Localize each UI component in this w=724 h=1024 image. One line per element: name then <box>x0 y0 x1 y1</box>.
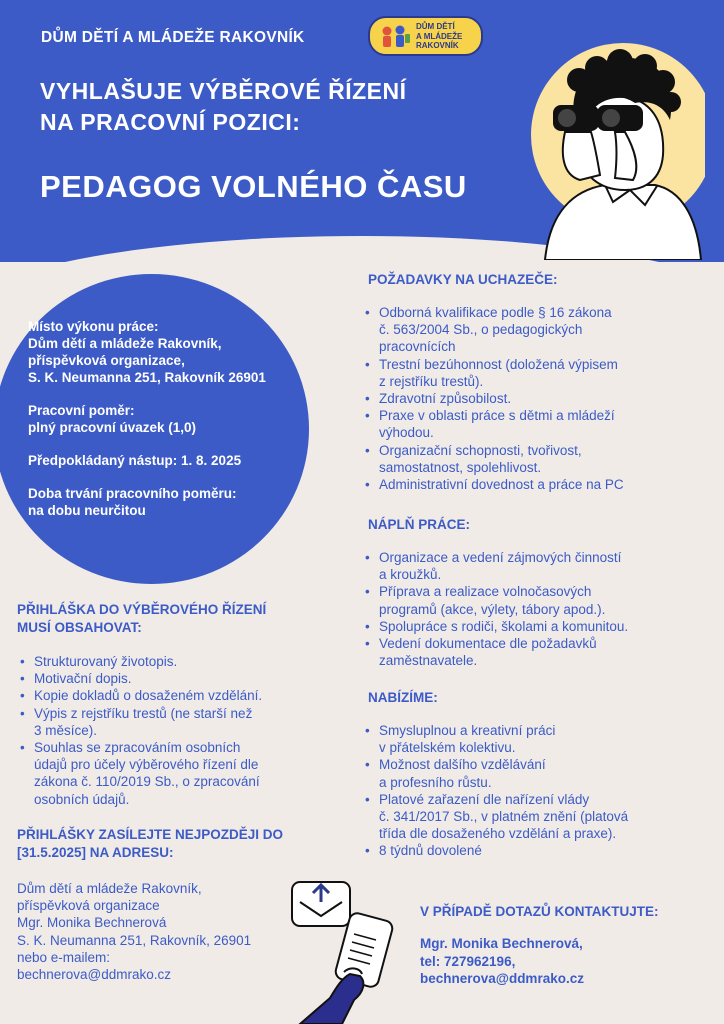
job-info <box>28 318 308 535</box>
contact-email[interactable]: bechnerova@ddmrako.cz <box>420 971 584 986</box>
duties-list <box>362 549 702 669</box>
list-item-line: třída dle dosaženého vzdělání a praxe). <box>379 826 617 842</box>
send-heading <box>17 826 283 862</box>
list-item-line: Vedení dokumentace dle požadavků <box>379 636 597 652</box>
list-item-line: Výpis z rejstříku trestů (ne starší než <box>34 705 253 721</box>
list-item <box>362 583 702 617</box>
application-list <box>17 653 337 808</box>
list-item-line: Motivační dopis. <box>34 671 132 687</box>
ddm-logo <box>368 16 483 56</box>
list-item-line: Platové zařazení dle nařízení vlády <box>379 791 590 807</box>
organization-name: DŮM DĚTÍ A MLÁDEŽE RAKOVNÍK <box>41 29 305 46</box>
children-logo-icon <box>378 24 412 50</box>
list-item <box>362 842 702 859</box>
list-item <box>362 356 702 390</box>
title-line-1: VYHLAŠUJE VÝBĚROVÉ ŘÍZENÍ <box>40 78 407 104</box>
list-item <box>362 722 702 756</box>
list-item-line: Příprava a realizace volnočasových <box>379 584 592 600</box>
list-item <box>362 390 702 407</box>
place-line-1: Dům dětí a mládeže Rakovník, <box>28 336 222 351</box>
requirements-heading: POŽADAVKY NA UCHAZEČE: <box>368 272 558 287</box>
offer-heading: NABÍZÍME: <box>368 690 438 705</box>
logo-line-3: RAKOVNÍK <box>416 41 459 50</box>
start-date: Předpokládaný nástup: 1. 8. 2025 <box>28 453 242 468</box>
address-line: Dům dětí a mládeže Rakovník, <box>17 881 202 896</box>
duration-value: na dobu neurčitou <box>28 503 146 518</box>
list-item-line: samostatnost, spolehlivost. <box>379 459 542 475</box>
list-item-line: osobních údajů. <box>34 791 130 807</box>
relation-value: plný pracovní úvazek (1,0) <box>28 420 197 435</box>
list-item-line: č. 341/2017 Sb., v platném znění (platová <box>379 809 629 825</box>
list-item-line: údajů pro účely výběrového řízení dle <box>34 757 259 773</box>
application-heading <box>17 601 266 637</box>
place-line-2: příspěvková organizace, <box>28 353 185 368</box>
contact-info <box>420 935 584 988</box>
address-line: Mgr. Monika Bechnerová <box>17 915 167 931</box>
hand-with-phone-and-mail-illustration <box>280 878 400 1024</box>
list-item <box>362 304 702 356</box>
title-line-2: NA PRACOVNÍ POZICI: <box>40 109 301 135</box>
list-item <box>362 791 702 843</box>
postal-address <box>17 880 251 983</box>
offer-list <box>362 722 702 860</box>
list-item <box>362 407 702 441</box>
list-item-line: pracovnících <box>379 339 456 355</box>
list-item <box>362 756 702 790</box>
list-item-line: výhodou. <box>379 425 434 441</box>
list-item <box>362 549 702 583</box>
list-item-line: Kopie dokladů o dosaženém vzdělání. <box>34 688 263 704</box>
list-item <box>362 618 702 635</box>
position-title: PEDAGOG VOLNÉHO ČASU <box>40 169 467 204</box>
list-item-line: zákona č. 110/2019 Sb., o zpracování <box>34 774 260 790</box>
logo-line-1: DŮM DĚTÍ <box>416 22 455 31</box>
list-item-line: 8 týdnů dovolené <box>379 843 482 859</box>
place-line-3: S. K. Neumanna 251, Rakovník 26901 <box>28 370 266 385</box>
contact-phone[interactable]: tel: 727962196, <box>420 953 516 969</box>
place-label: Místo výkonu práce: <box>28 319 159 334</box>
address-email[interactable]: bechnerova@ddmrako.cz <box>17 967 172 983</box>
list-item-line: Trestní bezúhonnost (doložená výpisem <box>379 356 618 372</box>
contact-name: Mgr. Monika Bechnerová, <box>420 936 583 951</box>
list-item <box>362 635 702 669</box>
list-item-line: z rejstříku trestů). <box>379 373 484 389</box>
send-heading-line-1: PŘIHLÁŠKY ZASÍLEJTE NEJPOZDĚJI DO <box>17 827 284 842</box>
list-item <box>17 739 337 808</box>
list-item-line: zaměstnavatele. <box>379 653 478 669</box>
logo-line-2: A MLÁDEŽE <box>416 31 463 41</box>
application-heading-line-2: MUSÍ OBSAHOVAT: <box>17 620 142 635</box>
duration-label: Doba trvání pracovního poměru: <box>28 486 237 501</box>
list-item-line: Spolupráce s rodiči, školami a komunitou. <box>379 618 629 634</box>
list-item-line: v přátelském kolektivu. <box>379 740 516 756</box>
logo-text <box>416 22 462 51</box>
list-item-line: Praxe v oblasti práce s dětmi a mládeží <box>379 408 615 424</box>
list-item-line: Organizační schopnosti, tvořivost, <box>379 442 582 458</box>
list-item <box>17 705 337 739</box>
list-item <box>362 442 702 476</box>
list-item-line: č. 563/2004 Sb., o pedagogických <box>379 322 583 338</box>
list-item-line: Organizace a vedení zájmových činností <box>379 550 622 565</box>
contact-heading: V PŘÍPADĚ DOTAZŮ KONTAKTUJTE: <box>420 904 659 919</box>
address-line: S. K. Neumanna 251, Rakovník, 26901 <box>17 932 252 948</box>
list-item <box>17 687 337 704</box>
list-item <box>362 476 702 493</box>
list-item-line: programů (akce, výlety, tábory apod.). <box>379 601 606 617</box>
list-item-line: Zdravotní způsobilost. <box>379 391 512 407</box>
relation-label: Pracovní poměr: <box>28 403 135 418</box>
requirements-list <box>362 304 702 493</box>
list-item-line: Možnost dalšího vzdělávání <box>379 757 546 773</box>
list-item-line: 3 měsíce). <box>34 722 98 738</box>
address-line: příspěvková organizace <box>17 898 160 914</box>
announcement-title <box>40 76 407 138</box>
list-item-line: a kroužků. <box>379 567 442 583</box>
list-item-line: a profesního růstu. <box>379 774 492 790</box>
duties-heading: NÁPLŇ PRÁCE: <box>368 517 471 532</box>
application-heading-line-1: PŘIHLÁŠKA DO VÝBĚROVÉHO ŘÍZENÍ <box>17 602 267 617</box>
list-item <box>17 670 337 687</box>
list-item-line: Strukturovaný životopis. <box>34 654 178 669</box>
person-with-binoculars-illustration <box>505 40 705 260</box>
send-heading-line-2: [31.5.2025] NA ADRESU: <box>17 845 174 860</box>
list-item-line: Smysluplnou a kreativní práci <box>379 723 556 738</box>
list-item-line: Administrativní dovednost a práce na PC <box>379 477 624 493</box>
list-item <box>17 653 337 670</box>
list-item-line: Odborná kvalifikace podle § 16 zákona <box>379 305 612 320</box>
list-item-line: Souhlas se zpracováním osobních <box>34 740 241 756</box>
address-line: nebo e-mailem: <box>17 949 111 965</box>
